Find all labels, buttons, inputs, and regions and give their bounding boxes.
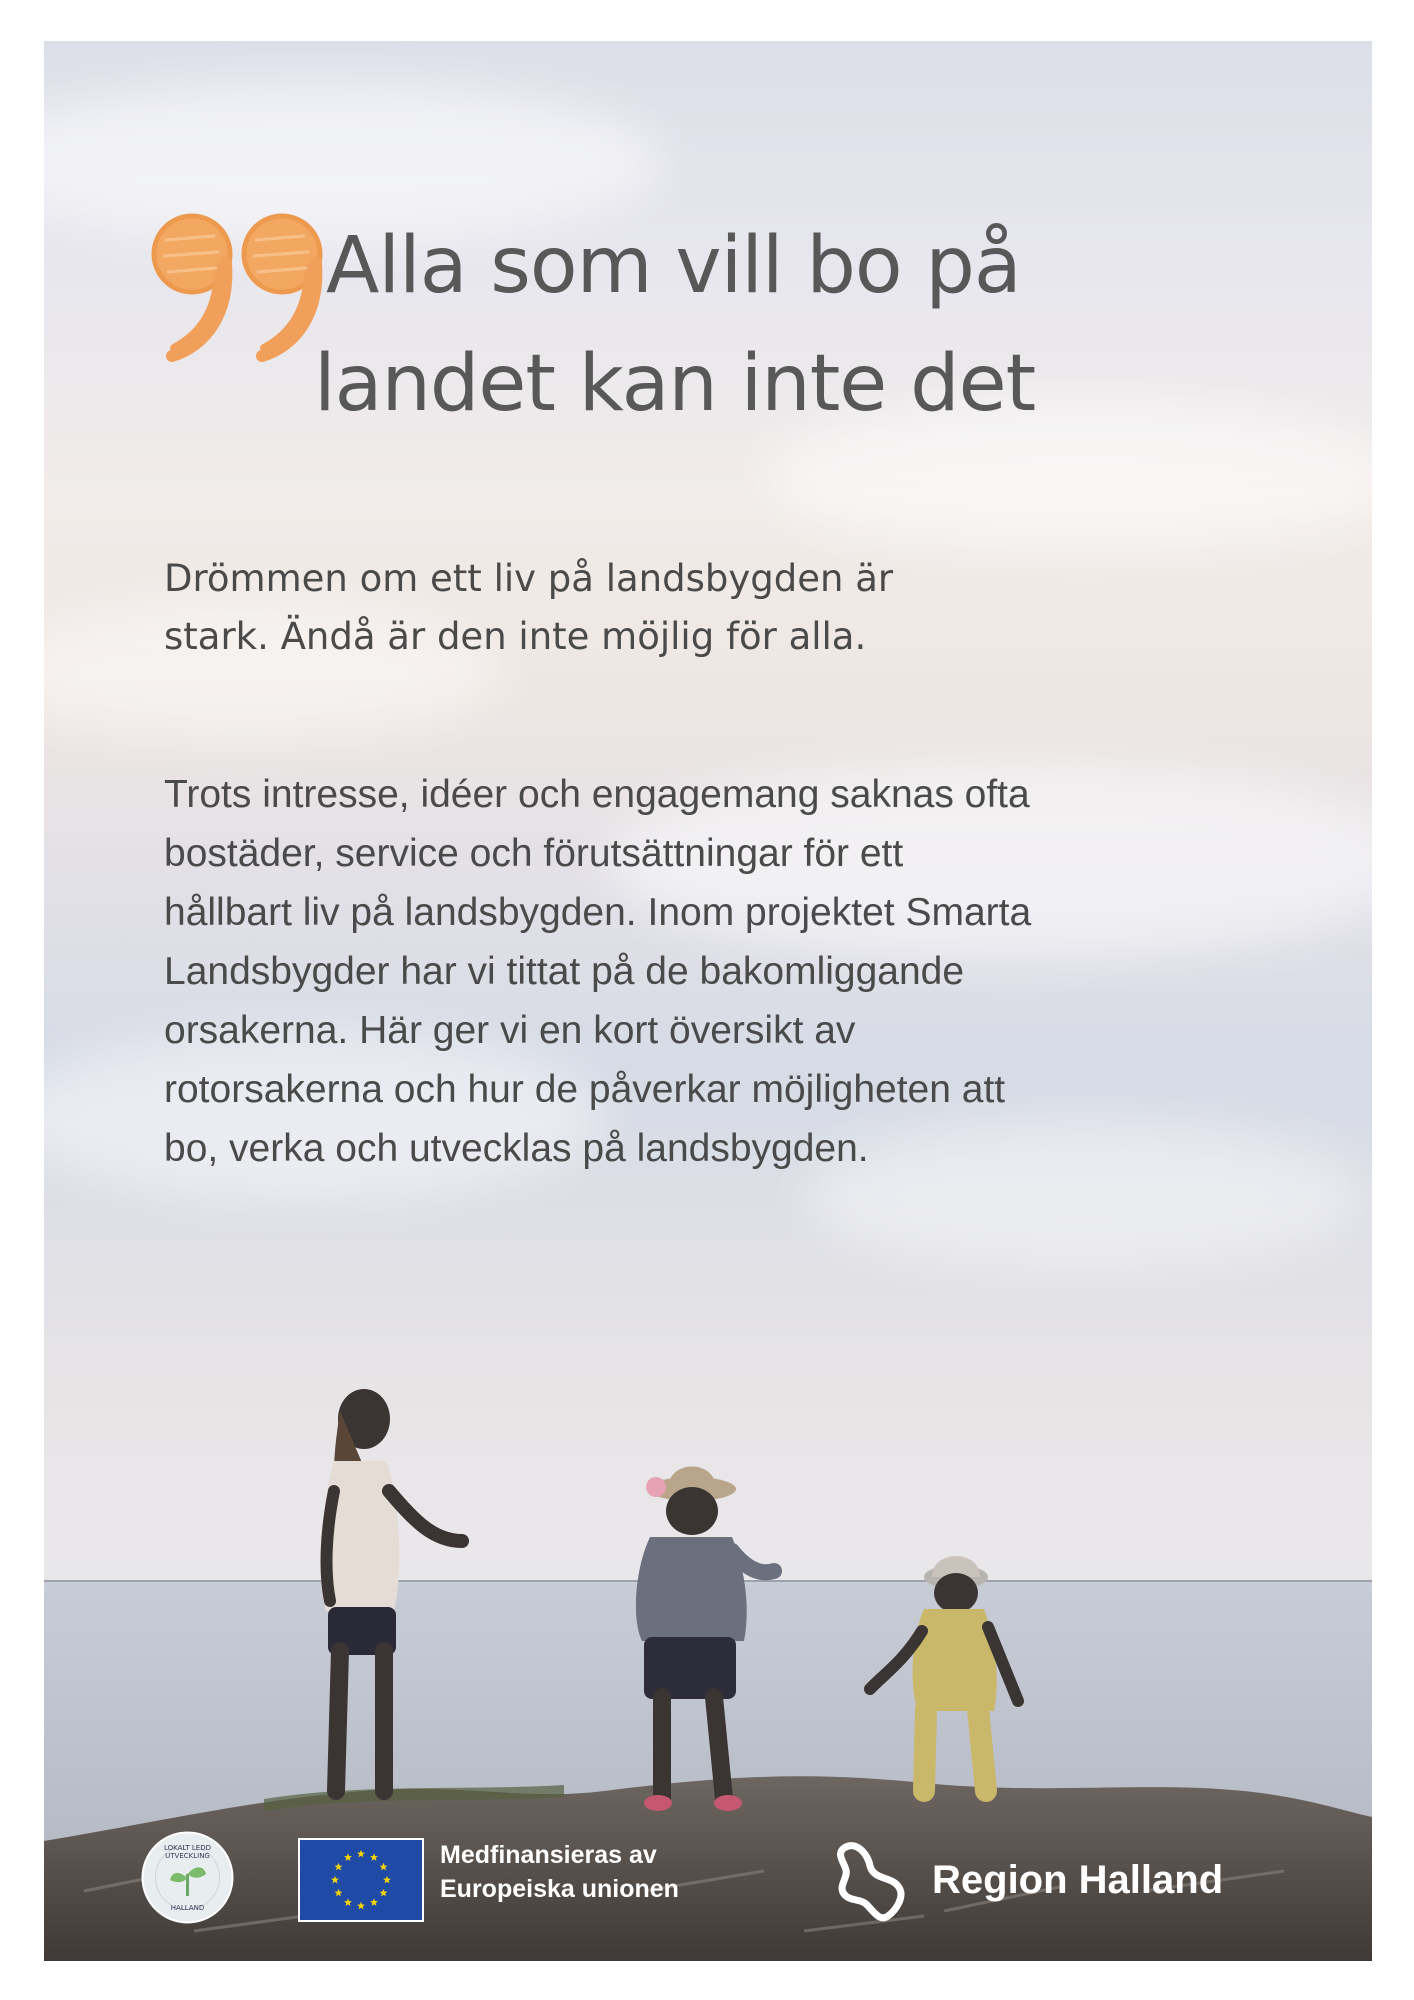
body-line: Landsbygder har vi tittat på de bakomliggande [164,950,965,993]
eu-star-icon [331,1876,339,1884]
eu-star-icon [370,1853,378,1861]
body-paragraph [164,765,1244,1178]
eu-star-icon [383,1876,391,1884]
lokalt-logo-bottom-text: HALLAND [170,1904,205,1912]
headline [314,207,1304,443]
body-line: rotorsakerna och hur de påverkar möjligheten att [164,1068,1006,1111]
body-line: Trots intresse, idéer och engagemang saknas ofta [164,773,1030,816]
eu-star-icon [344,1853,352,1861]
eu-star-icon [380,1863,388,1871]
body-line: orsakerna. Här ger vi en kort översikt av [164,1009,856,1052]
eu-cofinancing-text [440,1838,679,1906]
intro-line: Drömmen om ett liv på landsbygden är [164,557,894,600]
headline-line: Alla som vill bo på [326,221,1021,311]
eu-star-icon [334,1863,342,1871]
eu-text-line: Medfinansieras av [440,1841,657,1869]
lokalt-logo-text [140,1830,235,1925]
intro-paragraph [164,550,1224,666]
eu-star-icon [357,1850,365,1858]
headline-line: landet kan inte det [314,339,1036,429]
eu-text-line: Europeiska unionen [440,1875,679,1903]
eu-flag-icon [298,1838,424,1922]
body-line: bostäder, service och förutsättningar för ett [164,832,904,875]
eu-star-icon [370,1898,378,1906]
eu-star-icon [334,1889,342,1897]
region-halland-logo-icon [834,1836,914,1926]
lokalt-logo-top-text: LOKALT LEDD UTVECKLING [164,1844,211,1860]
body-line: hållbart liv på landsbygden. Inom projektet Smarta [164,891,1032,934]
region-halland-wordmark: Region Halland [932,1858,1224,1902]
intro-line: stark. Ändå är den inte möjlig för alla. [164,615,867,658]
eu-star-icon [344,1898,352,1906]
eu-star-icon [357,1902,365,1910]
eu-star-icon [380,1889,388,1897]
body-line: bo, verka och utvecklas på landsbygden. [164,1127,869,1170]
